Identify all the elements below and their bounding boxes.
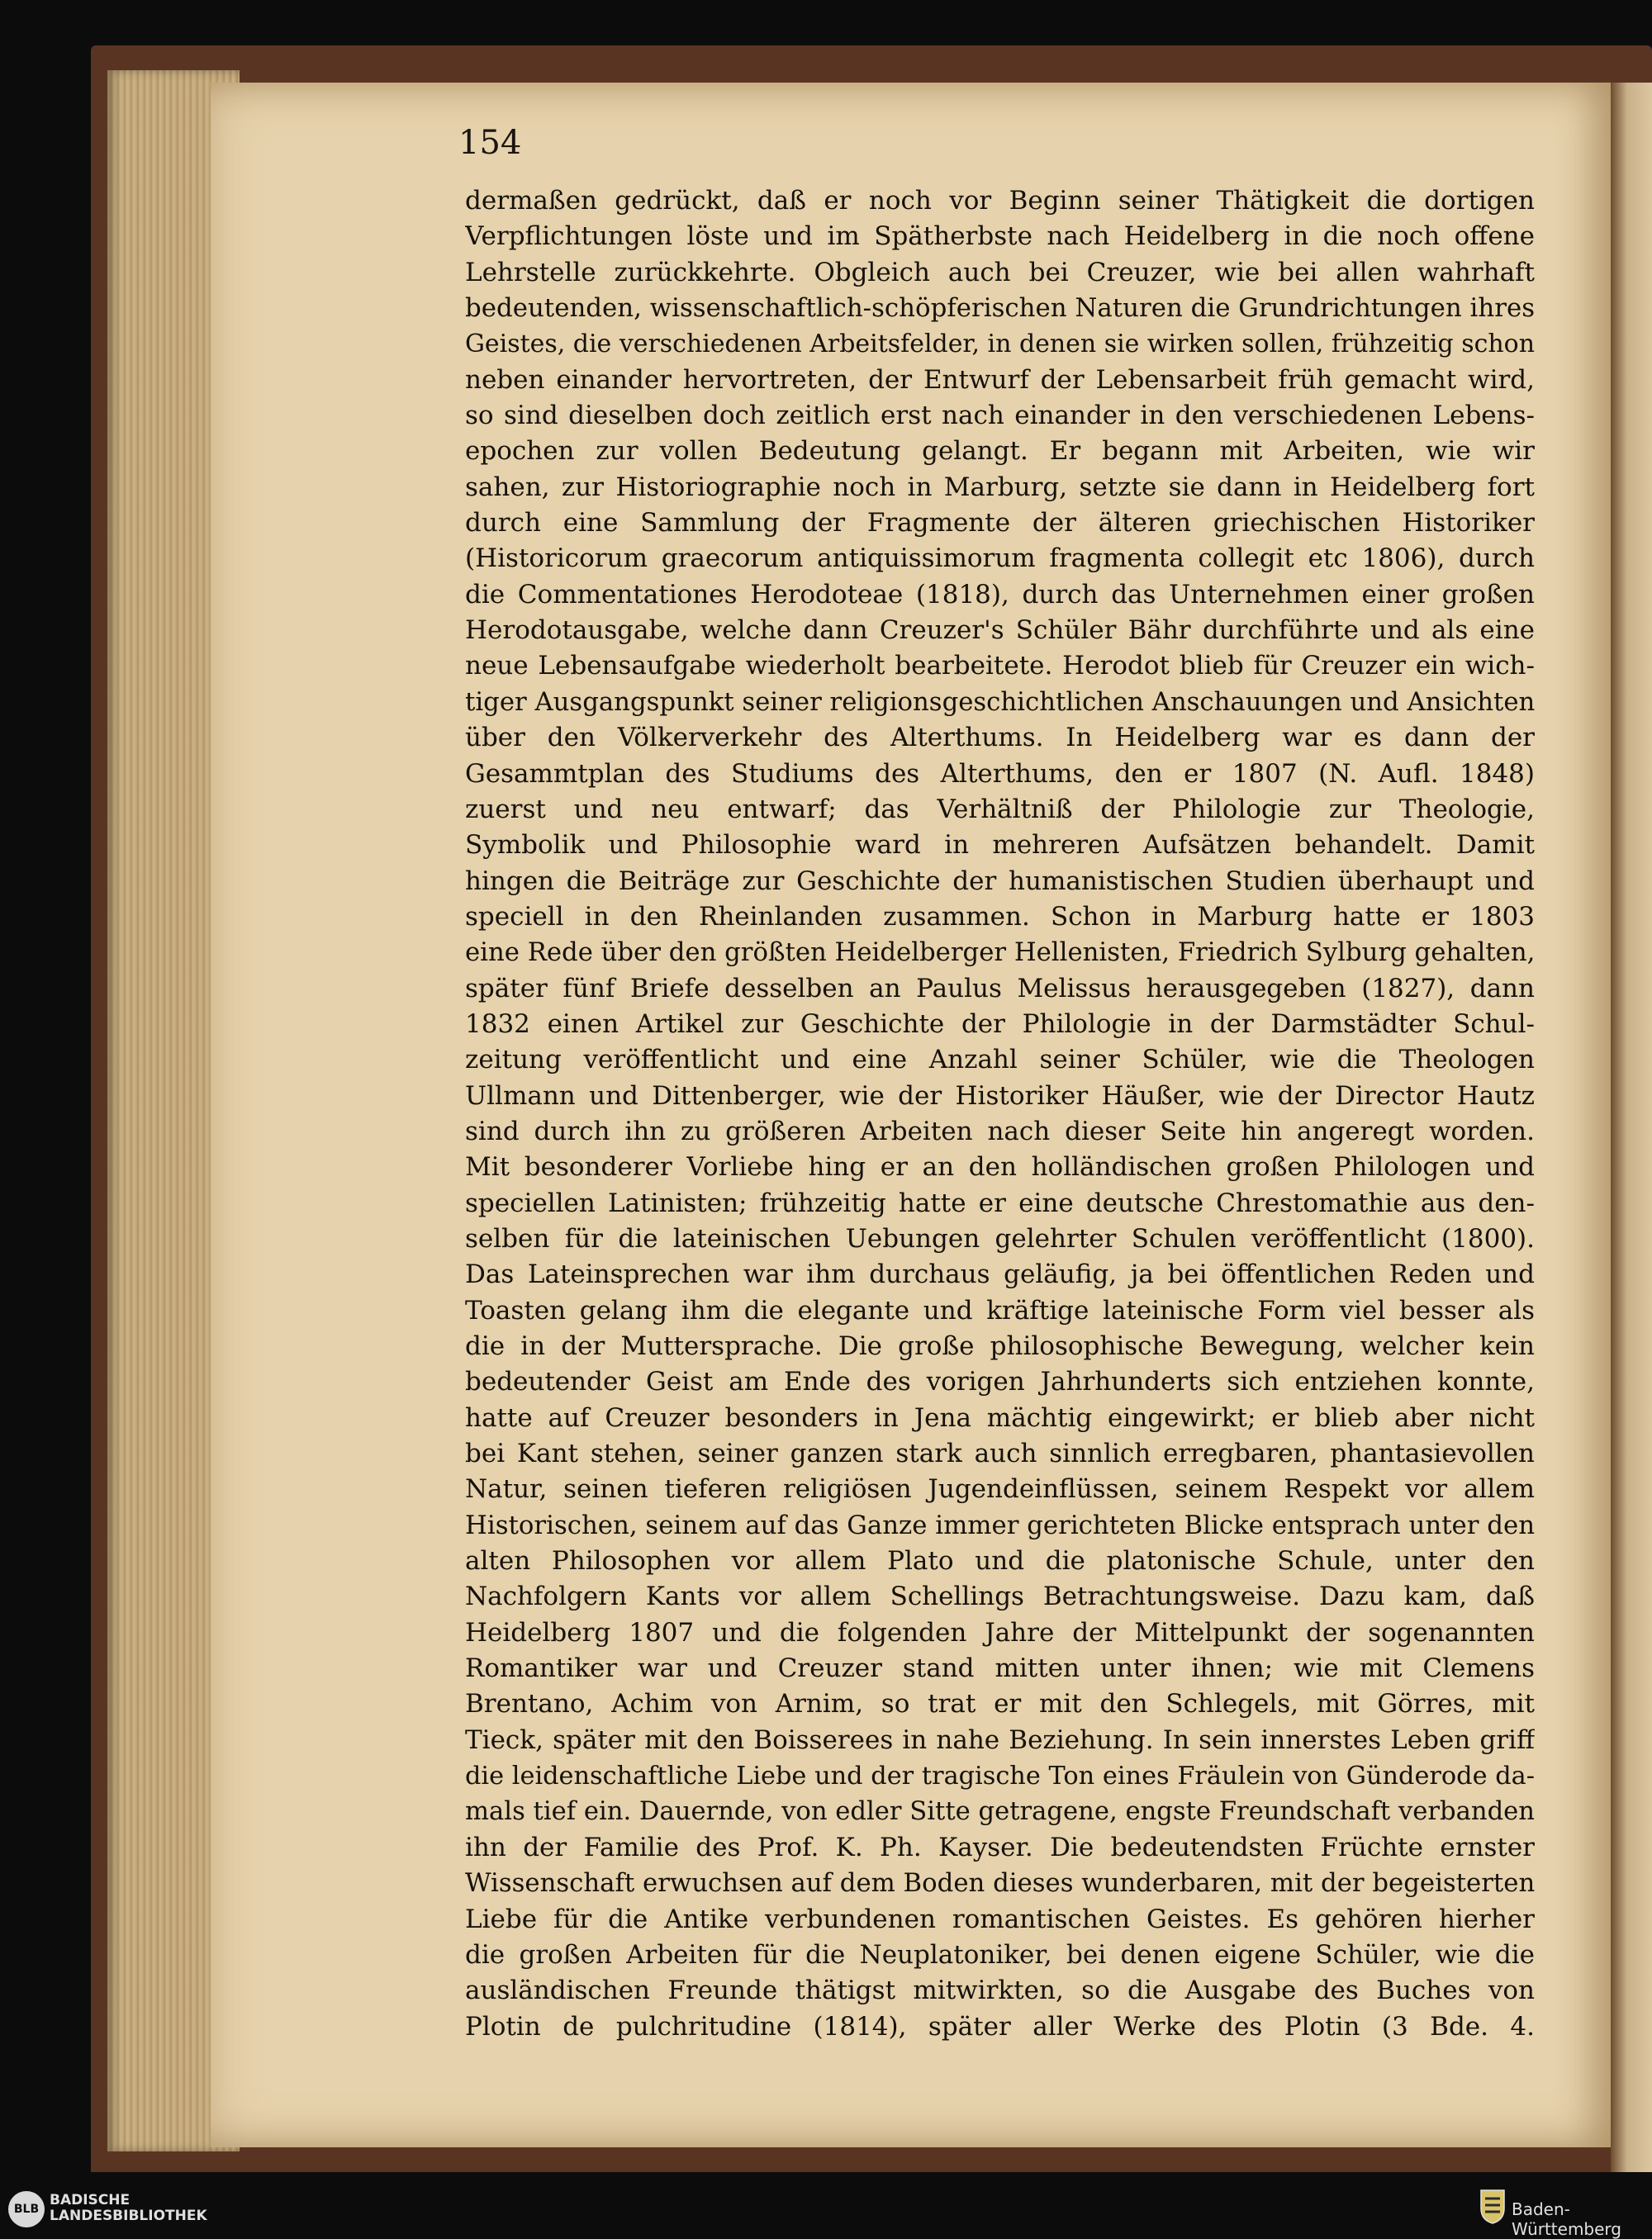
- text-line: Wissenschaft erwuchsen auf dem Boden dieses wunderbaren, mit der begeisterten: [465, 1868, 1535, 1899]
- footer-bar: [0, 2172, 1652, 2232]
- state-name: Baden-Württemberg: [1512, 2199, 1621, 2239]
- text-line: Herodotausgabe, welche dann Creuzer's Schüler Bähr durchführte und als eine: [465, 615, 1535, 646]
- text-line: hingen die Beiträge zur Geschichte der humanistischen Studien überhaupt und: [465, 866, 1535, 896]
- text-line: sind durch ihn zu größeren Arbeiten nach dieser Seite hin angeregt worden.: [465, 1116, 1535, 1146]
- blb-logo[interactable]: BLB: [8, 2191, 45, 2227]
- text-line: Gesammtplan des Studiums des Alterthums, den er 1807 (N. Aufl. 1848): [465, 758, 1535, 789]
- text-line: später fünf Briefe desselben an Paulus Melissus herausgegeben (1827), dann: [465, 973, 1535, 1003]
- text-line: Das Lateinsprechen war ihm durchaus geläufig, ja bei öffentlichen Reden und: [465, 1259, 1535, 1290]
- text-line: über den Völkerverkehr des Alterthums. In Heidelberg war es dann der: [465, 723, 1535, 753]
- text-line: dermaßen gedrückt, daß er noch vor Beginn seiner Thätigkeit die dortigen: [465, 186, 1535, 216]
- text-line: speciell in den Rheinlanden zusammen. Schon in Marburg hatte er 1803: [465, 901, 1535, 932]
- text-line: Nachfolgern Kants vor allem Schellings Betrachtungsweise. Dazu kam, daß: [465, 1582, 1535, 1612]
- text-line: die in der Muttersprache. Die große philosophische Bewegung, welcher kein: [465, 1331, 1535, 1361]
- text-line: zuerst und neu entwarf; das Verhältniß der Philologie zur Theologie,: [465, 794, 1535, 824]
- text-line: Symbolik und Philosophie ward in mehreren Aufsätzen behandelt. Damit: [465, 830, 1535, 861]
- text-line: speciellen Latinisten; frühzeitig hatte er eine deutsche Chrestomathie aus den-: [465, 1188, 1535, 1218]
- text-line: Liebe für die Antike verbundenen romantischen Geistes. Es gehören hierher: [465, 1904, 1535, 1934]
- book-gutter: [1611, 83, 1652, 2172]
- text-line: ihn der Familie des Prof. K. Ph. Kayser. Die bedeutendsten Früchte ernster: [465, 1832, 1535, 1862]
- text-line: Plotin de pulchritudine (1814), später aller Werke des Plotin (3 Bde. 4.: [465, 2011, 1535, 2042]
- text-line: 1832 einen Artikel zur Geschichte der Philologie in der Darmstädter Schul-: [465, 1008, 1535, 1039]
- text-line: alten Philosophen vor allem Plato und die platonische Schule, unter den: [465, 1546, 1535, 1577]
- text-line: tiger Ausgangspunkt seiner religionsgeschichtlichen Anschauungen und Ansichten: [465, 686, 1535, 717]
- text-line: bedeutender Geist am Ende des vorigen Jahrhunderts sich entziehen konnte,: [465, 1367, 1535, 1397]
- text-line: Mit besonderer Vorliebe hing er an den holländischen großen Philologen und: [465, 1152, 1535, 1183]
- text-line: hatte auf Creuzer besonders in Jena mächtig eingewirkt; er blieb aber nicht: [465, 1402, 1535, 1433]
- library-name-line2: LANDESBIBLIOTHEK: [50, 2208, 207, 2224]
- text-line: epochen zur vollen Bedeutung gelangt. Er begann mit Arbeiten, wie wir: [465, 436, 1535, 467]
- text-line: Tieck, später mit den Boisserees in nahe Beziehung. In sein innerstes Leben griff: [465, 1724, 1535, 1755]
- library-name: [50, 2193, 207, 2224]
- text-line: durch eine Sammlung der Fragmente der älteren griechischen Historiker: [465, 508, 1535, 538]
- text-line: selben für die lateinischen Uebungen gelehrter Schulen veröffentlicht (1800).: [465, 1223, 1535, 1254]
- text-line: Historischen, seinem auf das Ganze immer gerichteten Blicke entsprach unter den: [465, 1510, 1535, 1540]
- text-line: sahen, zur Historiographie noch in Marburg, setzte sie dann in Heidelberg fort: [465, 472, 1535, 502]
- baden-wuerttemberg-coat-of-arms-icon[interactable]: [1479, 2187, 1507, 2225]
- text-line: so sind dieselben doch zeitlich erst nach einander in den verschiedenen Lebens-: [465, 401, 1535, 431]
- text-line: die großen Arbeiten für die Neuplatoniker, bei denen eigene Schüler, wie die: [465, 1939, 1535, 1970]
- text-line: bedeutenden, wissenschaftlich-schöpferischen Naturen die Grundrichtungen ihres: [465, 293, 1535, 324]
- text-line: bei Kant stehen, seiner ganzen stark auch sinnlich erregbaren, phantasievollen: [465, 1439, 1535, 1469]
- text-line: die leidenschaftliche Liebe und der tragische Ton eines Fräulein von Günderode da-: [465, 1762, 1535, 1791]
- text-line: neue Lebensaufgabe wiederholt bearbeitete. Herodot blieb für Creuzer ein wich-: [465, 651, 1535, 681]
- library-name-line1: BADISCHE: [50, 2192, 131, 2208]
- text-line: Natur, seinen tieferen religiösen Jugendeinflüssen, seinem Respekt vor allem: [465, 1474, 1535, 1505]
- text-line: zeitung veröffentlicht und eine Anzahl seiner Schüler, wie die Theologen: [465, 1045, 1535, 1075]
- text-line: Heidelberg 1807 und die folgenden Jahre der Mittelpunkt der sogenannten: [465, 1617, 1535, 1648]
- text-line: Toasten gelang ihm die elegante und kräftige lateinische Form viel besser als: [465, 1295, 1535, 1326]
- text-line: mals tief ein. Dauernde, von edler Sitte getragene, engste Freundschaft verbanden: [465, 1797, 1535, 1827]
- text-line: Geistes, die verschiedenen Arbeitsfelder, in denen sie wirken sollen, frühzeitig schon: [465, 330, 1535, 359]
- text-line: Lehrstelle zurückkehrte. Obgleich auch bei Creuzer, wie bei allen wahrhaft: [465, 257, 1535, 287]
- text-line: Ullmann und Dittenberger, wie der Historiker Häußer, wie der Director Hautz: [465, 1080, 1535, 1111]
- text-line: Verpflichtungen löste und im Spätherbste nach Heidelberg in die noch offene: [465, 221, 1535, 252]
- text-line: (Historicorum graecorum antiquissimorum fragmenta collegit etc 1806), durch: [465, 543, 1535, 574]
- text-line: die Commentationes Herodoteae (1818), durch das Unternehmen einer großen: [465, 579, 1535, 610]
- page-number: 154: [458, 124, 522, 162]
- body-text: [465, 183, 1535, 2045]
- text-line: Brentano, Achim von Arnim, so trat er mit den Schlegels, mit Görres, mit: [465, 1689, 1535, 1720]
- text-line: eine Rede über den größten Heidelberger Hellenisten, Friedrich Sylburg gehalten,: [465, 937, 1535, 968]
- text-line: neben einander hervortreten, der Entwurf der Lebensarbeit früh gemacht wird,: [465, 364, 1535, 395]
- text-line: ausländischen Freunde thätigst mitwirkten, so die Ausgabe des Buches von: [465, 1976, 1535, 2006]
- text-line: Romantiker war und Creuzer stand mitten unter ihnen; wie mit Clemens: [465, 1653, 1535, 1684]
